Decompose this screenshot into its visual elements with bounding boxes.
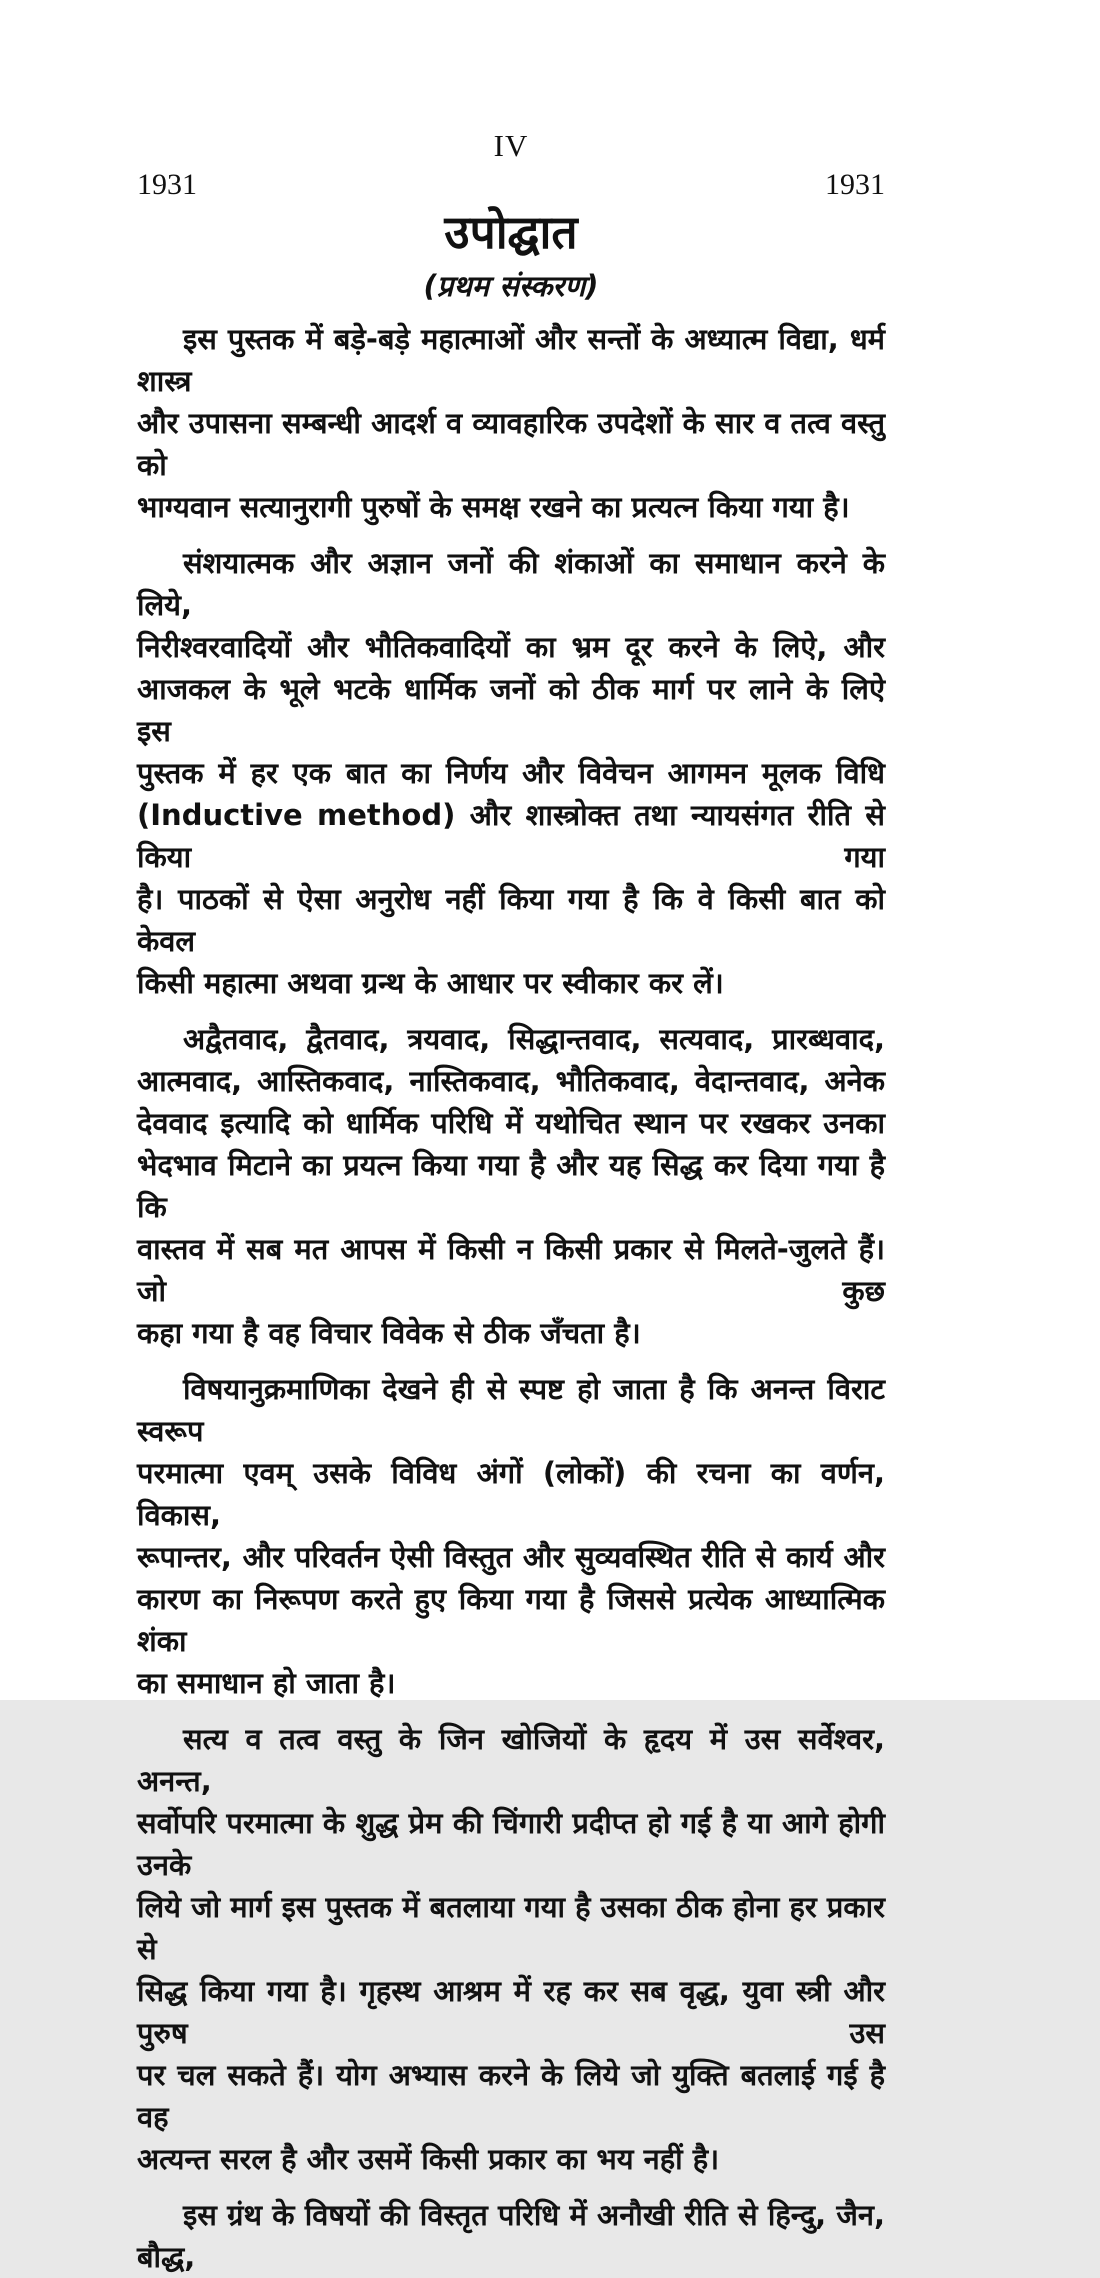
- paragraph: [137, 2194, 885, 2278]
- text-line: लिये जो मार्ग इस पुस्तक में बतलाया गया है उसका ठीक होना हर प्रकार से: [137, 1890, 885, 1966]
- paragraph: [137, 1018, 885, 1354]
- year-left: 1931: [137, 168, 197, 201]
- text-line: आत्मवाद, आस्तिकवाद, नास्तिकवाद, भौतिकवाद, वेदान्तवाद, अनेक: [137, 1064, 885, 1098]
- text-line: का समाधान हो जाता है।: [137, 1666, 396, 1700]
- text-line: इस पुस्तक में बड़े-बड़े महात्माओं और सन्तों के अध्यात्म विद्या, धर्म शास्त्र: [137, 322, 885, 398]
- text-line: अद्वैतवाद, द्वैतवाद, त्रयवाद, सिद्धान्तवाद, सत्यवाद, प्रारब्धवाद,: [183, 1022, 885, 1056]
- text-line: पुस्तक में हर एक बात का निर्णय और विवेचन आगमन मूलक विधि: [137, 756, 885, 790]
- paragraph: [137, 318, 885, 528]
- text-line: और उपासना सम्बन्धी आदर्श व व्यावहारिक उपदेशों के सार व तत्व वस्तु को: [137, 406, 885, 482]
- paragraph: [137, 1718, 885, 2180]
- year-right: 1931: [825, 168, 885, 201]
- text-line: पर चल सकते हैं। योग अभ्यास करने के लिये जो युक्ति बतलाई गई है वह: [137, 2058, 885, 2134]
- text-line: किसी महात्मा अथवा ग्रन्थ के आधार पर स्वीकार कर लें।: [137, 966, 724, 1000]
- year-row: [137, 168, 885, 202]
- text-line: रूपान्तर, और परिवर्तन ऐसी विस्तुत और सुव्यवस्थित रीति से कार्य और: [137, 1540, 885, 1574]
- text-line: सत्य व तत्व वस्तु के जिन खोजियों के हृदय में उस सर्वेश्वर, अनन्त,: [137, 1722, 885, 1798]
- text-line: संशयात्मक और अज्ञान जनों की शंकाओं का समाधान करने के लिये,: [137, 546, 885, 622]
- text-line: सिद्ध किया गया है। गृहस्थ आश्रम में रह कर सब वृद्ध, युवा स्त्री और पुरुष उस: [137, 1974, 885, 2050]
- text-line: इस ग्रंथ के विषयों की विस्तृत परिधि में अनौखी रीति से हिन्दु, जैन, बौद्ध,: [137, 2198, 885, 2274]
- text-line: कारण का निरूपण करते हुए किया गया है जिससे प्रत्येक आध्यात्मिक शंका: [137, 1582, 885, 1658]
- text-line: विषयानुक्रमाणिका देखने ही से स्पष्ट हो जाता है कि अनन्त विराट स्वरूप: [137, 1372, 885, 1448]
- body-text: [137, 318, 885, 2278]
- text-line: देववाद इत्यादि को धार्मिक परिधि में यथोचित स्थान पर रखकर उनका: [137, 1106, 885, 1140]
- paragraph: [137, 542, 885, 1004]
- text-line: है। पाठकों से ऐसा अनुरोध नहीं किया गया है कि वे किसी बात को केवल: [137, 882, 885, 958]
- text-line: अत्यन्त सरल है और उसमें किसी प्रकार का भय नहीं है।: [137, 2142, 720, 2176]
- edition-subtitle: (प्रथम संस्करण): [423, 269, 599, 303]
- text-line: आजकल के भूले भटके धार्मिक जनों को ठीक मार्ग पर लाने के लिऐ इस: [137, 672, 885, 748]
- text-line: सर्वोपरि परमात्मा के शुद्ध प्रेम की चिंगारी प्रदीप्त हो गई है या आगे होगी उनके: [137, 1806, 885, 1882]
- text-line: भाग्यवान सत्यानुरागी पुरुषों के समक्ष रखने का प्रत्यत्न किया गया है।: [137, 490, 850, 524]
- text-block: [137, 128, 885, 2278]
- chapter-title: उपोद्घात: [444, 205, 578, 259]
- text-line: भेदभाव मिटाने का प्रयत्न किया गया है और यह सिद्ध कर दिया गया है कि: [137, 1148, 885, 1224]
- page-number: IV: [493, 128, 529, 163]
- text-line: निरीश्वरवादियों और भौतिकवादियों का भ्रम दूर करने के लिऐ, और: [137, 630, 885, 664]
- text-line: वास्तव में सब मत आपस में किसी न किसी प्रकार से मिलते-जुलते हैं। जो कुछ: [137, 1232, 885, 1308]
- paragraph: [137, 1368, 885, 1704]
- text-line: कहा गया है वह विचार विवेक से ठीक जँचता है।: [137, 1316, 641, 1350]
- text-line: (Inductive method) और शास्त्रोक्त तथा न्यायसंगत रीति से किया गया: [137, 798, 885, 874]
- text-line: परमात्मा एवम् उसके विविध अंगों (लोकों) की रचना का वर्णन, विकास,: [137, 1456, 885, 1532]
